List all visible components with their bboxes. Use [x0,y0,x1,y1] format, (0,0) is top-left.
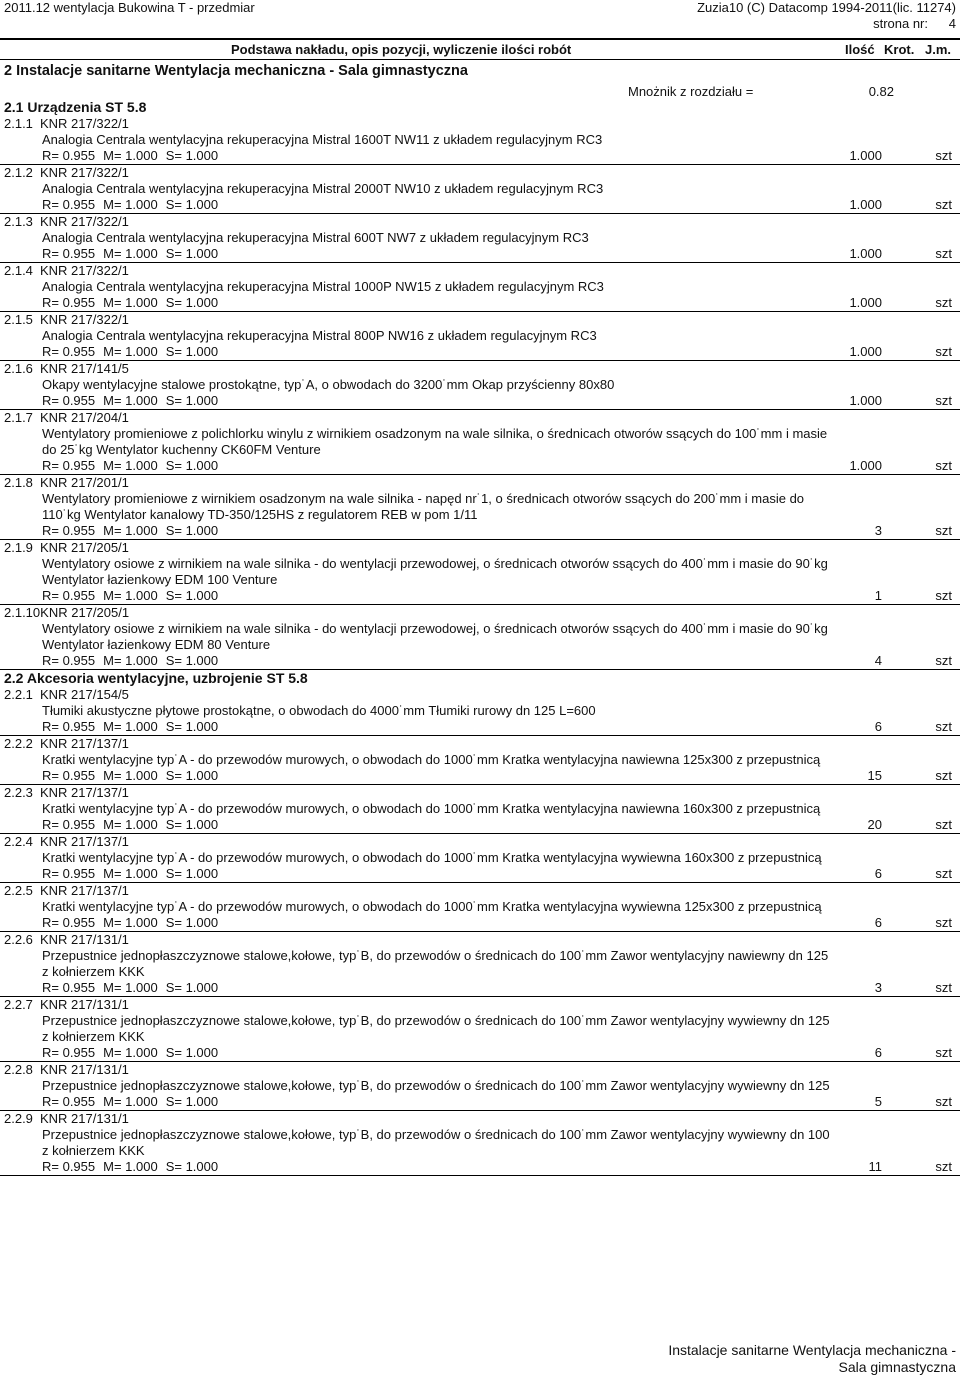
factor-row [0,458,960,474]
factor-m: M= 1.000 [103,197,158,212]
factor-row [0,344,960,360]
factor-m: M= 1.000 [103,588,158,603]
position-item [0,605,960,670]
factor-m: M= 1.000 [103,246,158,261]
position-description: Analogia Centrala wentylacyjna rekuperacyjna Mistral 1600T NW11 z układem regulacyjnym RC3 [42,132,603,147]
position-description: Wentylatory promieniowe z polichlorku winylu z wirnikiem osadzonym na wale silnika, o średnicach otworów ssących do 100˙mm i masie do 25˙kg Wentylator kuchenny CK60FM Venture [42,426,828,457]
factor-s: S= 1.000 [165,523,219,538]
norm-code: KNR 217/322/1 [40,116,129,131]
factor-s: S= 1.000 [165,653,219,668]
position-item [0,883,960,932]
factor-s: S= 1.000 [165,1045,219,1060]
factor-s: S= 1.000 [165,1159,219,1174]
position-item [0,997,960,1062]
position-description: Analogia Centrala wentylacyjna rekuperacyjna Mistral 2000T NW10 z układem regulacyjnym RC3 [42,181,604,196]
position-description: Wentylatory promieniowe z wirnikiem osadzonym na wale silnika - napęd nr˙1, o średnicach otworów ssących do 200˙mm i masie do 110˙kg Wentylator kanalowy TD-350/125HS z regulatorem REB w pom 1/11 [42,491,805,522]
position-number: 2.2.3 [4,785,33,800]
position-number: 2.2.2 [4,736,33,751]
norm-code: KNR 217/154/5 [40,687,129,702]
chapter-title: 2 Instalacje sanitarne Wentylacja mechaniczna - Sala gimnastyczna [4,63,468,79]
factor-r: R= 0.955 [42,148,96,163]
norm-code: KNR 217/137/1 [40,785,129,800]
footer-line-1: Instalacje sanitarne Wentylacja mechaniczna - [668,1342,956,1358]
position-number: 2.1.9 [4,540,33,555]
factor-row [0,915,960,931]
unit-label: szt [935,768,952,783]
norm-code: KNR 217/205/1 [40,540,129,555]
position-item [0,312,960,361]
factor-s: S= 1.000 [165,980,219,995]
position-number: 2.2.6 [4,932,33,947]
unit-label: szt [935,458,952,473]
factor-s: S= 1.000 [165,768,219,783]
quantity-value: 11 [868,1159,882,1174]
position-description: Wentylatory osiowe z wirnikiem na wale silnika - do wentylacji przewodowej, o średnicach otworów ssących do 400˙mm i masie do 90˙kg Wentylator łazienkowy EDM 100 Venture [42,556,828,587]
factor-r: R= 0.955 [42,866,96,881]
factor-m: M= 1.000 [103,1159,158,1174]
position-header [0,736,960,752]
factor-r: R= 0.955 [42,817,96,832]
norm-code: KNR 217/131/1 [40,1062,129,1077]
position-description: Analogia Centrala wentylacyjna rekuperacyjna Mistral 600T NW7 z układem regulacyjnym RC3 [42,230,589,245]
quantity-value: 4 [874,653,882,668]
position-description: Okapy wentylacyjne stalowe prostokątne, typ˙A, o obwodach do 3200˙mm Okap przyścienny 80x80 [42,377,615,392]
page-label: strona nr: [873,16,928,31]
quantity-value: 1.000 [849,197,882,212]
factor-row [0,653,960,669]
factor-r: R= 0.955 [42,768,96,783]
position-description: Kratki wentylacyjne typ˙A - do przewodów murowych, o obwodach do 1000˙mm Kratka wentylacyjna nawiewna 125x300 z przepustnicą [42,752,821,767]
multiplier-label: Mnożnik z rozdziału = [628,84,754,99]
position-header [0,361,960,377]
position-item [0,687,960,736]
factor-s: S= 1.000 [165,588,219,603]
unit-label: szt [935,393,952,408]
position-header [0,785,960,801]
position-header [0,540,960,556]
position-header [0,1111,960,1127]
section-title: 2.1 Urządzenia ST 5.8 [4,99,147,115]
position-description: Przepustnice jednopłaszczyznowe stalowe,kołowe, typ˙B, do przewodów o średnicach do 100˙mm Zawor wentylacyjny nawiewny dn 125 z kołnierzem KKK [42,948,829,979]
unit-label: szt [935,1159,952,1174]
factor-row [0,197,960,213]
page-number-line [873,16,956,32]
position-number: 2.1.5 [4,312,33,327]
position-number: 2.1.2 [4,165,33,180]
position-description: Przepustnice jednopłaszczyznowe stalowe,kołowe, typ˙B, do przewodów o średnicach do 100˙mm Zawor wentylacyjny wywiewny dn 125 [42,1078,830,1093]
factor-s: S= 1.000 [165,295,219,310]
unit-label: szt [935,246,952,261]
factor-r: R= 0.955 [42,393,96,408]
unit-label: szt [935,344,952,359]
column-headers [0,40,960,58]
norm-code: KNR 217/137/1 [40,834,129,849]
factor-m: M= 1.000 [103,458,158,473]
factor-r: R= 0.955 [42,588,96,603]
position-header [0,263,960,279]
column-header-main: Podstawa nakładu, opis pozycji, wyliczenie ilości robót [231,42,572,57]
factor-m: M= 1.000 [103,980,158,995]
position-header [0,883,960,899]
position-item [0,361,960,410]
factor-r: R= 0.955 [42,344,96,359]
position-number: 2.1.8 [4,475,33,490]
position-description: Przepustnice jednopłaszczyznowe stalowe,kołowe, typ˙B, do przewodów o średnicach do 100˙mm Zawor wentylacyjny wywiewny dn 125 z kołnierzem KKK [42,1013,830,1044]
factor-row [0,295,960,311]
unit-label: szt [935,295,952,310]
quantity-value: 1.000 [849,148,882,163]
factor-s: S= 1.000 [165,866,219,881]
norm-code: KNR 217/322/1 [40,263,129,278]
document-title: 2011.12 wentylacja Bukowina T - przedmiar [4,0,255,15]
factor-m: M= 1.000 [103,344,158,359]
factor-m: M= 1.000 [103,653,158,668]
footer-line-2: Sala gimnastyczna [838,1359,956,1375]
unit-label: szt [935,588,952,603]
quantity-value: 6 [874,719,882,734]
software-info: Zuzia10 (C) Datacomp 1994-2011(lic. 11274) [697,0,956,15]
factor-row [0,523,960,539]
position-header [0,475,960,491]
factor-row [0,588,960,604]
factor-s: S= 1.000 [165,148,219,163]
quantity-value: 1.000 [849,344,882,359]
factor-m: M= 1.000 [103,915,158,930]
quantity-value: 6 [874,866,882,881]
norm-code: KNR 217/137/1 [40,883,129,898]
position-header [0,214,960,230]
factor-row [0,1094,960,1110]
page-number: 4 [948,16,956,31]
position-description: Kratki wentylacyjne typ˙A - do przewodów murowych, o obwodach do 1000˙mm Kratka wentylacyjna wywiewna 125x300 z przepustnicą [42,899,822,914]
position-item [0,410,960,475]
factor-m: M= 1.000 [103,719,158,734]
quantity-value: 6 [874,1045,882,1060]
norm-code: KNR 217/131/1 [40,997,129,1012]
unit-label: szt [935,980,952,995]
factor-row [0,393,960,409]
position-description: Analogia Centrala wentylacyjna rekuperacyjna Mistral 1000P NW15 z układem regulacyjnym RC3 [42,279,604,294]
factor-row [0,719,960,735]
factor-m: M= 1.000 [103,148,158,163]
position-number: 2.1.4 [4,263,33,278]
factor-row [0,817,960,833]
factor-m: M= 1.000 [103,817,158,832]
position-number: 2.1.3 [4,214,33,229]
unit-label: szt [935,1045,952,1060]
factor-row [0,768,960,784]
position-description: Analogia Centrala wentylacyjna rekuperacyjna Mistral 800P NW16 z układem regulacyjnym RC3 [42,328,597,343]
norm-code: KNR 217/131/1 [40,932,129,947]
position-header [0,997,960,1013]
unit-label: szt [935,866,952,881]
position-header [0,605,960,621]
factor-row [0,866,960,882]
norm-code: KNR 217/131/1 [40,1111,129,1126]
factor-row [0,1045,960,1061]
norm-code: KNR 217/137/1 [40,736,129,751]
position-description: Wentylatory osiowe z wirnikiem na wale silnika - do wentylacji przewodowej, o średnicach otworów ssących do 400˙mm i masie do 90˙kg Wentylator łazienkowy EDM 80 Venture [42,621,828,652]
norm-code: KNR 217/141/5 [40,361,129,376]
position-header [0,834,960,850]
factor-m: M= 1.000 [103,768,158,783]
factor-s: S= 1.000 [165,197,219,212]
quantity-value: 5 [874,1094,882,1109]
factor-r: R= 0.955 [42,980,96,995]
cost-items-list [0,99,960,1176]
position-header [0,410,960,426]
document-header [4,0,956,16]
position-item [0,475,960,540]
norm-code: KNR 217/322/1 [40,214,129,229]
position-item [0,736,960,785]
unit-label: szt [935,197,952,212]
position-number: 2.1.6 [4,361,33,376]
position-item [0,165,960,214]
factor-s: S= 1.000 [165,1094,219,1109]
position-item [0,1111,960,1176]
position-number: 2.2.5 [4,883,33,898]
quantity-value: 3 [874,523,882,538]
position-header [0,687,960,703]
norm-code: KNR 217/322/1 [40,312,129,327]
position-header [0,932,960,948]
factor-row [0,980,960,996]
factor-s: S= 1.000 [165,344,219,359]
unit-label: szt [935,817,952,832]
column-header-krot: Krot. [884,42,915,57]
position-number: 2.2.8 [4,1062,33,1077]
quantity-value: 1.000 [849,295,882,310]
factor-m: M= 1.000 [103,1045,158,1060]
position-item [0,932,960,997]
factor-m: M= 1.000 [103,1094,158,1109]
section-title: 2.2 Akcesoria wentylacyjne, uzbrojenie ST 5.8 [4,670,308,686]
position-description: Kratki wentylacyjne typ˙A - do przewodów murowych, o obwodach do 1000˙mm Kratka wentylacyjna wywiewna 160x300 z przepustnicą [42,850,822,865]
chapter-multiplier [628,84,894,100]
position-number: 2.1.7 [4,410,33,425]
column-header-qty: Ilość [845,42,875,57]
factor-s: S= 1.000 [165,393,219,408]
factor-m: M= 1.000 [103,295,158,310]
quantity-value: 1.000 [849,246,882,261]
factor-r: R= 0.955 [42,915,96,930]
position-number: 2.1.1 [4,116,33,131]
factor-m: M= 1.000 [103,393,158,408]
factor-r: R= 0.955 [42,719,96,734]
quantity-value: 20 [867,817,882,832]
unit-label: szt [935,523,952,538]
position-item [0,1062,960,1111]
factor-s: S= 1.000 [165,719,219,734]
position-number: 2.2.1 [4,687,33,702]
quantity-value: 3 [874,980,882,995]
position-header [0,1062,960,1078]
norm-code: KNR 217/204/1 [40,410,129,425]
quantity-value: 1.000 [849,393,882,408]
quantity-value: 15 [867,768,882,783]
factor-r: R= 0.955 [42,246,96,261]
norm-code: KNR 217/322/1 [40,165,129,180]
factor-s: S= 1.000 [165,817,219,832]
position-number: 2.1.10 [4,605,41,620]
factor-row [0,1159,960,1175]
factor-m: M= 1.000 [103,866,158,881]
quantity-value: 1 [874,588,882,603]
factor-r: R= 0.955 [42,197,96,212]
position-item [0,263,960,312]
factor-row [0,246,960,262]
position-item [0,214,960,263]
position-number: 2.2.4 [4,834,33,849]
unit-label: szt [935,719,952,734]
unit-label: szt [935,148,952,163]
multiplier-value: 0.82 [868,84,894,99]
factor-r: R= 0.955 [42,1159,96,1174]
position-item [0,116,960,165]
factor-m: M= 1.000 [103,523,158,538]
quantity-value: 6 [874,915,882,930]
factor-s: S= 1.000 [165,915,219,930]
position-header [0,312,960,328]
position-number: 2.2.7 [4,997,33,1012]
norm-code: KNR 217/205/1 [40,605,130,620]
position-item [0,785,960,834]
factor-s: S= 1.000 [165,246,219,261]
position-description: Przepustnice jednopłaszczyznowe stalowe,kołowe, typ˙B, do przewodów o średnicach do 100˙mm Zawor wentylacyjny wywiewny dn 100 z kołnierzem KKK [42,1127,830,1158]
unit-label: szt [935,915,952,930]
position-item [0,834,960,883]
factor-r: R= 0.955 [42,653,96,668]
factor-r: R= 0.955 [42,295,96,310]
position-number: 2.2.9 [4,1111,33,1126]
unit-label: szt [935,653,952,668]
page-footer [668,1342,956,1376]
unit-label: szt [935,1094,952,1109]
position-header [0,165,960,181]
position-description: Kratki wentylacyjne typ˙A - do przewodów murowych, o obwodach do 1000˙mm Kratka wentylacyjna nawiewna 160x300 z przepustnicą [42,801,821,816]
factor-row [0,148,960,164]
position-item [0,540,960,605]
norm-code: KNR 217/201/1 [40,475,129,490]
factor-r: R= 0.955 [42,523,96,538]
factor-r: R= 0.955 [42,1045,96,1060]
factor-s: S= 1.000 [165,458,219,473]
position-header [0,116,960,132]
quantity-value: 1.000 [849,458,882,473]
factor-r: R= 0.955 [42,1094,96,1109]
header-bottom-rule [0,59,960,60]
position-description: Tłumiki akustyczne płytowe prostokątne, o obwodach do 4000˙mm Tłumiki rurowy dn 125 L=600 [42,703,596,718]
column-header-jm: J.m. [925,42,952,57]
factor-r: R= 0.955 [42,458,96,473]
